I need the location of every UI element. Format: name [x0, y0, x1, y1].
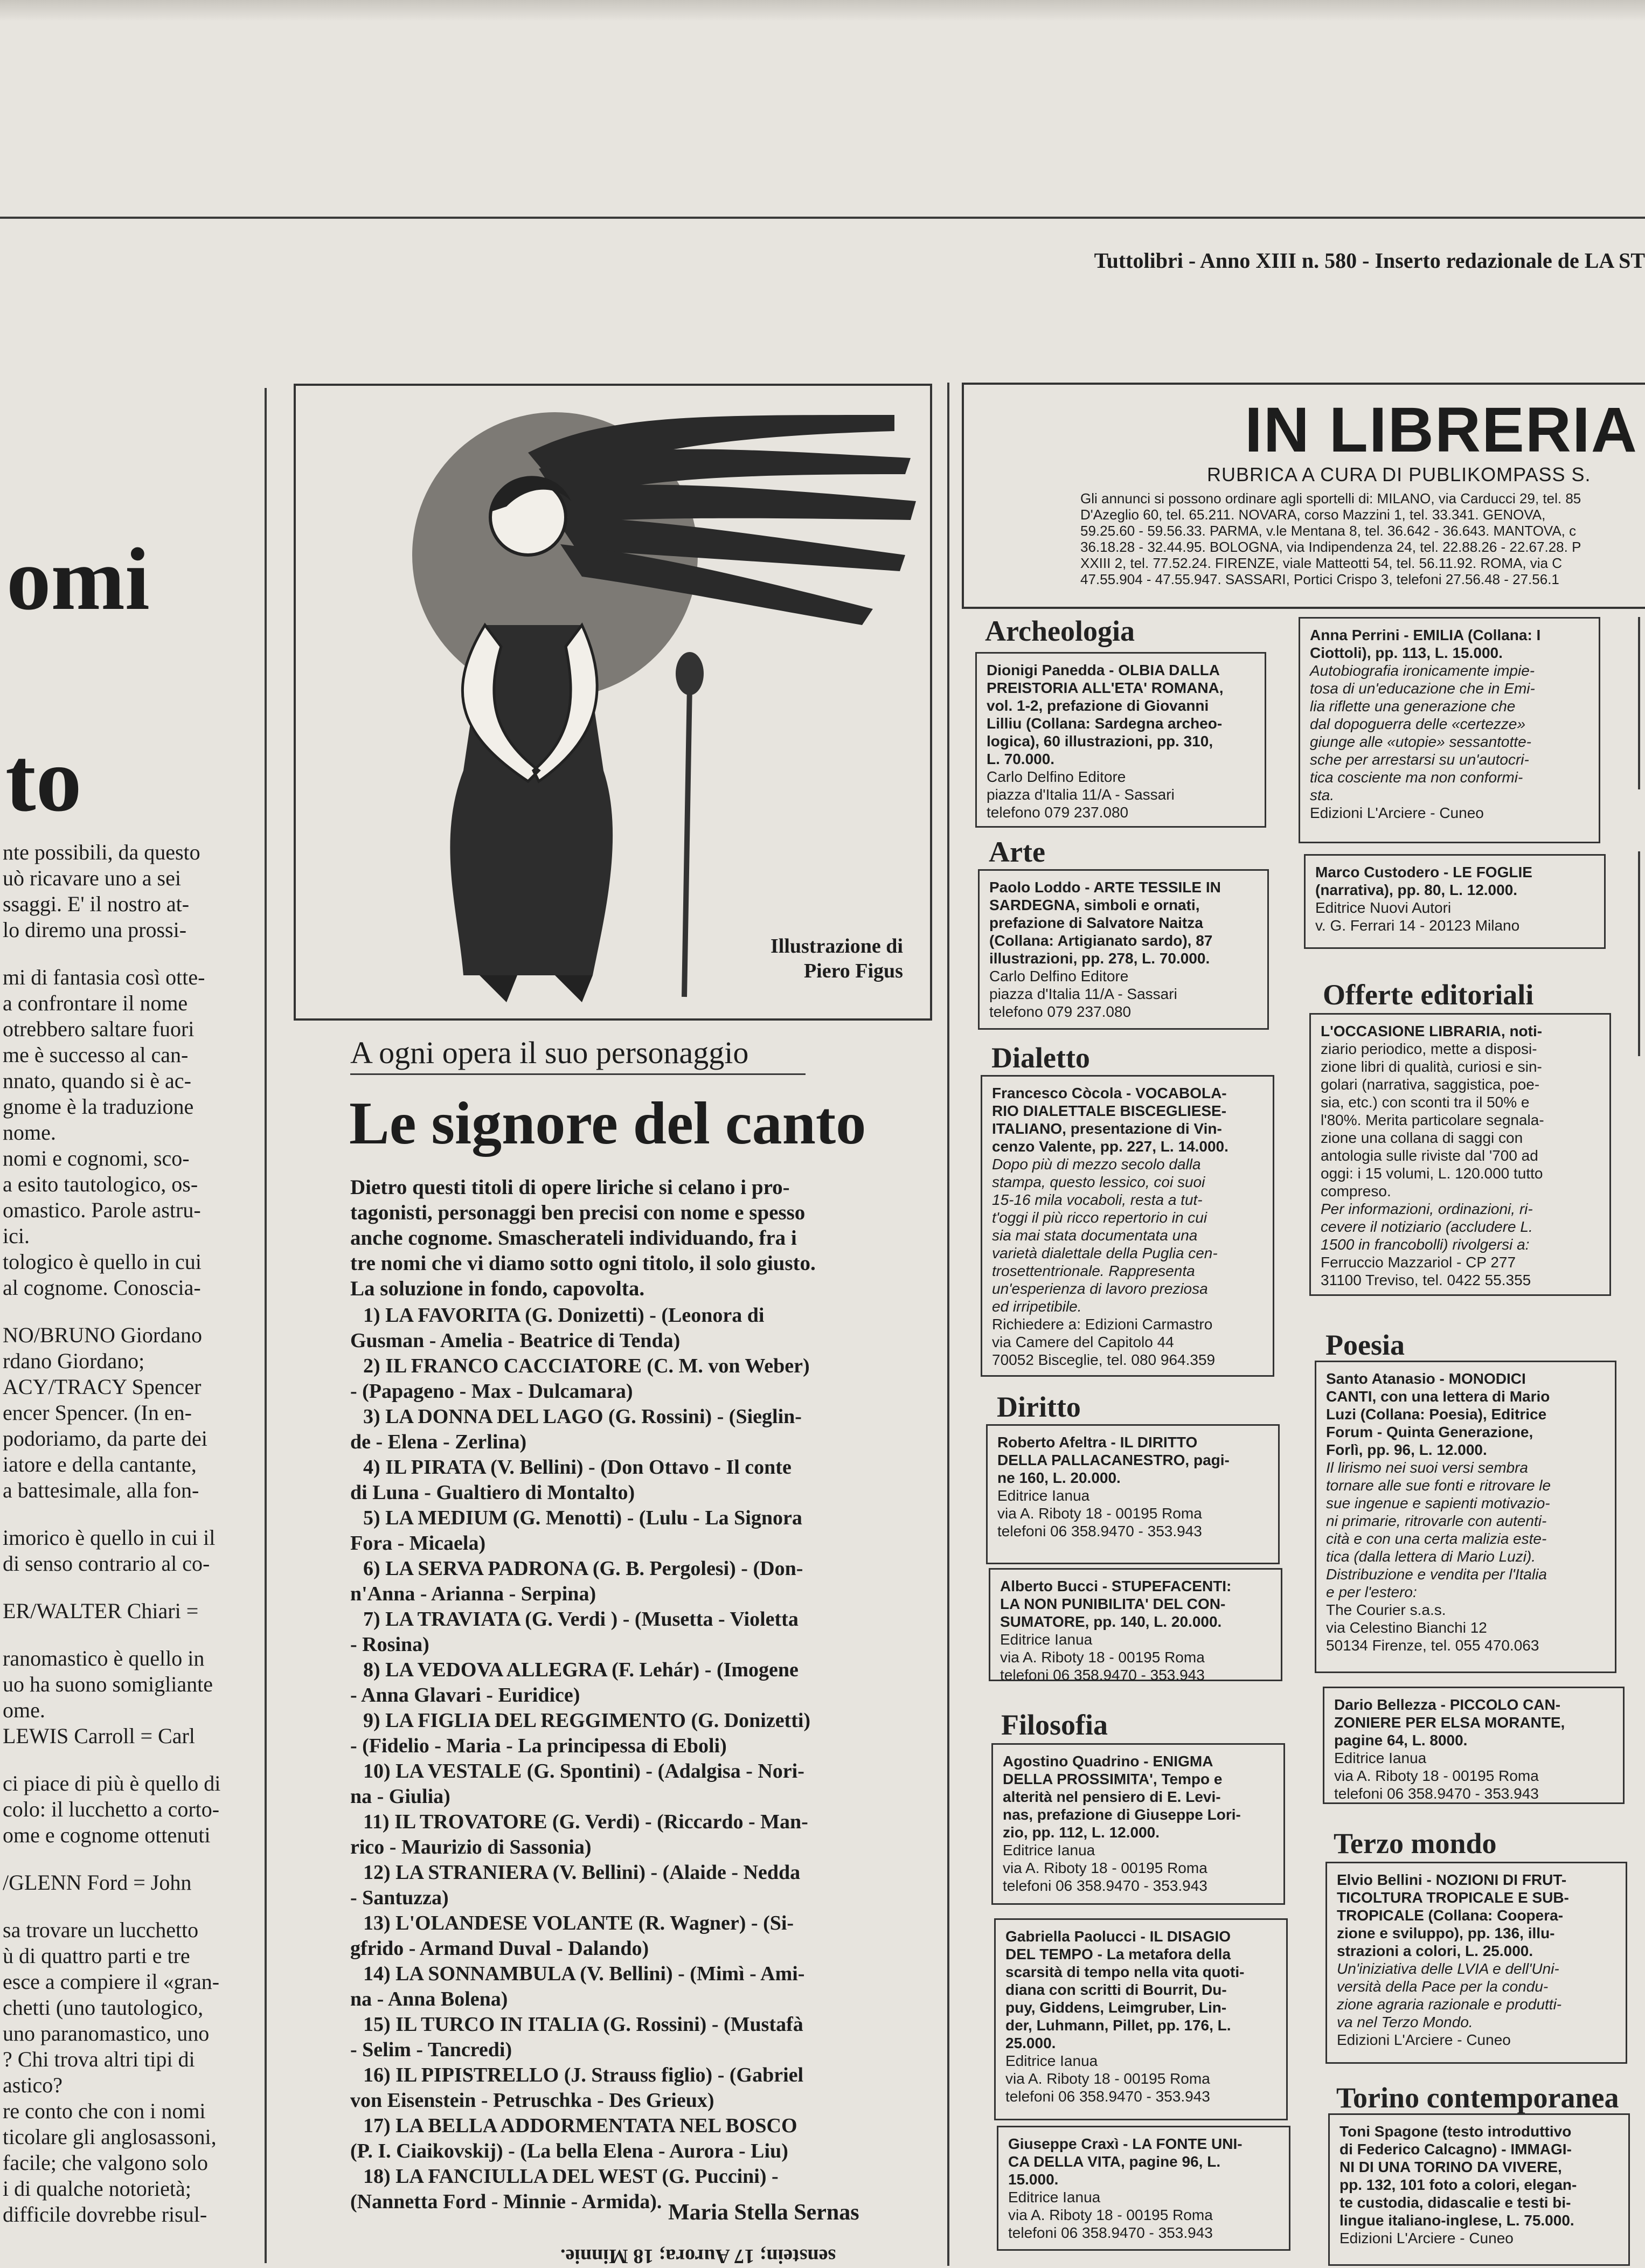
entry-title-line: Paolo Loddo - ARTE TESSILE IN: [989, 879, 1221, 896]
entry-body-line: sia, etc.) con sconti tra il 50% e: [1321, 1094, 1530, 1111]
article-kicker: A ogni opera il suo personaggio: [350, 1035, 749, 1070]
left-body-line: ranomastico è quello in: [3, 1646, 205, 1670]
entry-title-line: Ciottoli), pp. 113, L. 15.000.: [1310, 644, 1503, 661]
entry-body-line: oggi: i 15 volumi, L. 120.000 tutto: [1321, 1165, 1543, 1182]
opera-line: - (Fidelio - Maria - La principessa di Eboli): [350, 1735, 727, 1757]
opera-line: n'Anna - Arianna - Serpina): [350, 1583, 596, 1605]
intro-line: Dietro questi titoli di opere liriche si celano i pro-: [350, 1176, 790, 1199]
left-headline-1: omi: [6, 530, 150, 628]
category-diritto: Diritto: [997, 1391, 1081, 1423]
libreria-title: IN LIBRERIA: [1245, 394, 1638, 466]
entry-desc-line: sta.: [1310, 787, 1335, 803]
entry-body-line: via A. Riboty 18 - 00195 Roma: [1005, 2070, 1210, 2087]
entry-title-line: zio, pp. 112, L. 12.000.: [1003, 1824, 1160, 1841]
entry-body-line: Editrice Ianua: [1000, 1631, 1093, 1648]
entry-body-line: via A. Riboty 18 - 00195 Roma: [1008, 2207, 1213, 2223]
entry-desc-line: 1500 in francobolli) rivolgersi a:: [1321, 1236, 1530, 1253]
entry-title-line: Santo Atanasio - MONODICI: [1326, 1370, 1526, 1387]
entry-desc-line: sue ingenue e sapienti motivazio-: [1326, 1495, 1550, 1511]
category-offerte: Offerte editoriali: [1323, 979, 1534, 1011]
entry-title-line: RIO DIALETTALE BISCEGLIESE-: [992, 1102, 1227, 1119]
entry-body-line: Editrice Nuovi Autori: [1315, 899, 1452, 916]
entry-body-line: Editrice Ianua: [1334, 1750, 1427, 1766]
entry-title-line: Elvio Bellini - NOZIONI DI FRUT-: [1337, 1871, 1567, 1888]
entry-title-line: (narrativa), pp. 80, L. 12.000.: [1315, 882, 1518, 898]
entry-desc-line: sche per arrestarsi su un'autocri-: [1310, 751, 1529, 768]
entry-title-line: 15.000.: [1008, 2171, 1059, 2188]
left-body-line: di senso contrario al co-: [3, 1551, 210, 1576]
entry-title-line: zione e sviluppo), pp. 136, illu-: [1337, 1925, 1555, 1941]
entry-body-line: 50134 Firenze, tel. 055 470.063: [1326, 1637, 1539, 1654]
entry-body-line: Richiedere a: Edizioni Carmastro: [992, 1316, 1213, 1333]
category-archeologia: Archeologia: [985, 615, 1135, 647]
entry-desc-line: tica cosciente ma non conformi-: [1310, 769, 1523, 786]
entry-custodero: [1304, 854, 1606, 949]
entry-bellini: [1325, 1862, 1627, 2064]
left-headline-2: to: [5, 729, 82, 830]
entry-body-line: Edizioni L'Arciere - Cuneo: [1310, 804, 1484, 821]
entry-desc-line: e per l'estero:: [1326, 1584, 1417, 1600]
left-body-line: imorico è quello in cui il: [3, 1525, 216, 1550]
entry-panedda: [975, 652, 1266, 828]
entry-body-line: telefoni 06 358.9470 - 353.943: [997, 1523, 1202, 1539]
entry-body-line: telefoni 06 358.9470 - 353.943: [1008, 2224, 1213, 2241]
entry-title-line: vol. 1-2, prefazione di Giovanni: [987, 697, 1209, 714]
entry-title-line: Gabriella Paolucci - IL DISAGIO: [1005, 1928, 1231, 1945]
entry-title-line: pp. 132, 101 foto a colori, elegan-: [1339, 2176, 1577, 2193]
entry-title-line: lingue italiano-inglese, L. 75.000.: [1339, 2212, 1574, 2229]
entry-desc-line: Per informazioni, ordinazioni, ri-: [1321, 1201, 1533, 1217]
entry-body-line: golari (narrativa, saggistica, poe-: [1321, 1076, 1540, 1093]
entry-desc-line: 15-16 mila vocaboli, resta a tut-: [992, 1191, 1203, 1208]
left-body-line: ssaggi. E' il nostro at-: [3, 892, 190, 916]
left-body-line: [3, 1749, 256, 1771]
libreria-info: [1080, 490, 1581, 587]
category-arte: Arte: [989, 836, 1045, 868]
entry-title-line: TROPICALE (Collana: Coopera-: [1337, 1907, 1564, 1924]
opera-line: (P. I. Ciaikovskij) - (La bella Elena - Aurora - Liu): [350, 2140, 788, 2162]
left-body-line: facile; che valgono solo: [3, 2151, 208, 2175]
left-body-line: [3, 1577, 256, 1598]
entry-body-line: telefoni 06 358.9470 - 353.943: [1334, 1785, 1539, 1802]
entry-body-line: telefono 079 237.080: [989, 1003, 1132, 1020]
entry-body-line: telefoni 06 358.9470 - 353.943: [1003, 1877, 1207, 1894]
entry-desc-line: ed irripetibile.: [992, 1298, 1082, 1315]
entry-cocola: [981, 1075, 1274, 1377]
left-body-line: encer Spencer. (In en-: [3, 1400, 192, 1425]
entry-title-line: ITALIANO, presentazione di Vin-: [992, 1120, 1222, 1137]
opera-line: 8) LA VEDOVA ALLEGRA (F. Lehár) - (Imogene: [363, 1659, 799, 1681]
left-body-line: [3, 943, 256, 965]
left-body-line: uò ricavare uno a sei: [3, 866, 181, 890]
article-intro: [350, 1175, 916, 1301]
opera-line: 1) LA FAVORITA (G. Donizetti) - (Leonora di: [363, 1304, 765, 1327]
left-body-line: difficile dovrebbe risul-: [3, 2202, 207, 2227]
entry-desc-line: giunge alle «utopie» sessantotte-: [1310, 733, 1531, 750]
entry-title-line: di Federico Calcagno) - IMMAGI-: [1339, 2141, 1572, 2158]
entry-body-line: Carlo Delfino Editore: [987, 768, 1126, 785]
left-body-line: ici.: [3, 1224, 30, 1248]
left-body-line: [3, 1503, 256, 1525]
entry-desc-line: Il lirismo nei suoi versi sembra: [1326, 1459, 1528, 1476]
entry-title-line: strazioni a colori, L. 25.000.: [1337, 1943, 1533, 1959]
entry-title-line: L. 70.000.: [987, 751, 1055, 767]
opera-line: de - Elena - Zerlina): [350, 1431, 527, 1453]
entry-body-line: piazza d'Italia 11/A - Sassari: [987, 786, 1175, 803]
left-body-line: iatore e della cantante,: [3, 1452, 197, 1476]
entry-desc-line: Un'iniziativa delle LVIA e dell'Uni-: [1337, 1960, 1559, 1977]
left-body-line: ACY/TRACY Spencer: [3, 1375, 202, 1399]
entry-desc-line: tica (dalla lettera di Mario Luzi).: [1326, 1548, 1536, 1565]
opera-line: 2) IL FRANCO CACCIATORE (C. M. von Weber): [363, 1355, 810, 1377]
entry-afeltra: [986, 1424, 1280, 1564]
opera-line: na - Giulia): [350, 1785, 450, 1808]
entry-body-line: zione una collana di saggi con: [1321, 1129, 1523, 1146]
libreria-info-line: 59.25.60 - 59.56.33. PARMA, v.le Mentana 8, tel. 36.642 - 36.643. MANTOVA, c: [1080, 523, 1577, 539]
entry-title-line: Anna Perrini - EMILIA (Collana: I: [1310, 627, 1541, 643]
entry-body-line: via A. Riboty 18 - 00195 Roma: [997, 1505, 1202, 1522]
left-body-line: chetti (uno tautologico,: [3, 1995, 204, 2020]
entry-body-line: via Celestino Bianchi 12: [1326, 1619, 1487, 1636]
entry-body-line: Carlo Delfino Editore: [989, 968, 1129, 984]
opera-line: 9) LA FIGLIA DEL REGGIMENTO (G. Donizetti): [363, 1709, 811, 1732]
entry-desc-line: cevere il notiziario (accludere L.: [1321, 1218, 1533, 1235]
singer-shoes: [480, 975, 593, 1002]
entry-bellezza: [1323, 1687, 1625, 1804]
entry-body-line: antologia sulle riviste dal '700 ad: [1321, 1147, 1538, 1164]
entry-desc-line: stampa, questo lessico, coi suoi: [992, 1174, 1205, 1190]
entry-body-line: telefono 079 237.080: [987, 804, 1129, 821]
left-body-line: [3, 1301, 256, 1322]
entry-atanasio: [1315, 1361, 1616, 1673]
entry-title-line: SUMATORE, pp. 140, L. 20.000.: [1000, 1613, 1222, 1630]
entry-title-line: alterità nel pensiero di E. Levi-: [1003, 1788, 1221, 1805]
libreria-info-line: 47.55.904 - 47.55.947. SASSARI, Portici Crispo 3, telefoni 27.56.48 - 27.56.1: [1080, 571, 1559, 587]
entry-title-line: cenzo Valente, pp. 227, L. 14.000.: [992, 1138, 1228, 1155]
left-body-line: ù di quattro parti e tre: [3, 1944, 190, 1968]
entry-paolucci: [994, 1918, 1288, 2120]
entry-desc-line: zione agraria razionale e produtti-: [1337, 1996, 1562, 2013]
left-body-line: re conto che con i nomi: [3, 2099, 206, 2123]
opera-line: - Anna Glavari - Euridice): [350, 1684, 580, 1707]
intro-line: anche cognome. Smascherateli individuando, fra i: [350, 1226, 797, 1250]
left-body-line: colo: il lucchetto a corto-: [3, 1797, 220, 1821]
opera-line: von Eisenstein - Petruschka - Des Grieux): [350, 2089, 714, 2112]
left-body-line: nomi e cognomi, sco-: [3, 1146, 190, 1170]
entry-desc-line: t'oggi il più ricco repertorio in cui: [992, 1209, 1207, 1226]
left-body-line: [3, 1848, 256, 1870]
left-body-line: [3, 1896, 256, 1917]
entry-title-line: PREISTORIA ALL'ETA' ROMANA,: [987, 679, 1224, 696]
left-body-line: ome e cognome ottenuti: [3, 1823, 211, 1847]
entry-body-line: compreso.: [1321, 1183, 1391, 1199]
opera-line: 14) LA SONNAMBULA (V. Bellini) - (Mimì - Ami-: [363, 1962, 805, 1985]
left-column-rule: [265, 388, 267, 2263]
entry-desc-line: sia mai stata documentata una: [992, 1227, 1198, 1244]
left-body-line: [3, 1624, 256, 1646]
kicker-underline: [350, 1073, 806, 1075]
upside-down-solution: senstein; 17 Aurora; 18 Minnie.: [560, 2245, 836, 2267]
libreria-info-line: Gli annunci si possono ordinare agli sportelli di: MILANO, via Carducci 29, tel. 85: [1080, 490, 1581, 507]
left-body-line: mi di fantasia così otte-: [3, 965, 205, 989]
entry-title-line: CA DELLA VITA, pagine 96, L.: [1008, 2153, 1221, 2170]
article-title: Le signore del canto: [349, 1090, 866, 1157]
entry-body-line: l'80%. Merita particolare segnala-: [1321, 1112, 1544, 1128]
libreria-right-rule: [947, 383, 949, 2266]
opera-line: 6) LA SERVA PADRONA (G. B. Pergolesi) - (Don-: [363, 1557, 803, 1580]
category-torino: Torino contemporanea: [1336, 2082, 1619, 2114]
opera-line: 4) IL PIRATA (V. Bellini) - (Don Ottavo - Il conte: [363, 1456, 792, 1479]
entry-desc-line: trosettentrionale. Rappresenta: [992, 1263, 1195, 1279]
entry-body-line: via A. Riboty 18 - 00195 Roma: [1003, 1860, 1207, 1876]
opera-line: Fora - Micaela): [350, 1532, 486, 1555]
left-body-line: /GLENN Ford = John: [3, 1870, 192, 1895]
entry-title-line: der, Luhmann, Pillet, pp. 176, L.: [1005, 2017, 1231, 2034]
entry-title-line: CANTI, con una lettera di Mario: [1326, 1388, 1550, 1405]
opera-line: - Santuzza): [350, 1886, 449, 1909]
entry-body-line: ziario periodico, mette a disposi-: [1321, 1041, 1537, 1057]
entry-desc-line: un'esperienza di lavoro preziosa: [992, 1280, 1208, 1297]
entry-title-line: Alberto Bucci - STUPEFACENTI:: [1000, 1578, 1232, 1594]
left-body-line: nte possibili, da questo: [3, 840, 200, 864]
entry-loddo: [978, 869, 1269, 1030]
left-body-line: a esito tautologico, os-: [3, 1172, 198, 1196]
entry-desc-line: ni primarie, ritrovarle con autenti-: [1326, 1513, 1547, 1529]
left-body-line: a confrontare il nome: [3, 991, 188, 1015]
entry-desc-line: va nel Terzo Mondo.: [1337, 2014, 1473, 2030]
entry-title-line: Forum - Quinta Generazione,: [1326, 1424, 1533, 1440]
entry-body-line: telefoni 06 358.9470 - 353.943: [1005, 2088, 1210, 2105]
left-body-line: gnome è la traduzione: [3, 1094, 194, 1119]
entry-bucci: [989, 1568, 1282, 1681]
entry-body-line: 31100 Treviso, tel. 0422 55.355: [1321, 1272, 1531, 1288]
opera-line: rico - Maurizio di Sassonia): [350, 1836, 592, 1858]
entry-body-line: zione libri di qualità, curiosi e sin-: [1321, 1058, 1542, 1075]
opera-line: 16) IL PIPISTRELLO (J. Strauss figlio) - (Gabriel: [363, 2064, 804, 2086]
opera-line: - (Papageno - Max - Dulcamara): [350, 1380, 633, 1403]
paper-fold-top: [0, 0, 1645, 22]
left-body-line: me è successo al can-: [3, 1043, 189, 1067]
entry-title-line: Luzi (Collana: Poesia), Editrice: [1326, 1406, 1547, 1423]
left-body-line: nome.: [3, 1120, 56, 1145]
left-body-line: ome.: [3, 1698, 45, 1722]
entry-desc-line: dal dopoguerra delle «certezze»: [1310, 716, 1526, 732]
entry-desc-line: lia riflette una generazione che: [1310, 698, 1516, 715]
microphone-stand: [684, 684, 690, 997]
left-body-line: a battesimale, alla fon-: [3, 1478, 199, 1502]
entry-desc-line: versità della Pace per la condu-: [1337, 1978, 1549, 1995]
libreria-info-line: XXIII 2, tel. 77.52.24. FIRENZE, viale Matteotti 54, tel. 56.11.92. ROMA, via C: [1080, 555, 1563, 571]
opera-line: 12) LA STRANIERA (V. Bellini) - (Alaide - Nedda: [363, 1861, 801, 1884]
entry-title-line: Dario Bellezza - PICCOLO CAN-: [1334, 1696, 1561, 1713]
left-body-line: omastico. Parole astru-: [3, 1198, 201, 1222]
entry-title-line: puy, Giddens, Leimgruber, Lin-: [1005, 1999, 1227, 2016]
top-rule: [0, 217, 1645, 219]
entry-occasione: [1309, 1013, 1611, 1296]
entry-body-line: 70052 Bisceglie, tel. 080 964.359: [992, 1351, 1216, 1368]
left-body-line: podoriamo, da parte dei: [3, 1426, 207, 1451]
microphone: [676, 652, 704, 695]
entry-perrini: [1299, 617, 1600, 843]
entry-desc-line: Distribuzione e vendita per l'Italia: [1326, 1566, 1547, 1583]
entry-title-line: L'OCCASIONE LIBRARIA, noti-: [1321, 1023, 1543, 1039]
entry-title-line: DELLA PROSSIMITA', Tempo e: [1003, 1771, 1223, 1787]
entry-desc-line: varietà dialettale della Puglia cen-: [992, 1245, 1218, 1261]
entry-title-line: logica), 60 illustrazioni, pp. 310,: [987, 733, 1213, 750]
left-body-line: ci piace di più è quello di: [3, 1771, 221, 1795]
opera-line: 17) LA BELLA ADDORMENTATA NEL BOSCO: [363, 2114, 797, 2137]
entry-title-line: diana con scritti di Bourrit, Du-: [1005, 1981, 1227, 1998]
opera-line: gfrido - Armand Duval - Dalando): [350, 1937, 649, 1960]
entry-body-line: Editrice Ianua: [1008, 2189, 1101, 2205]
opera-line: na - Anna Bolena): [350, 1988, 508, 2010]
entry-title-line: scarsità di tempo nella vita quoti-: [1005, 1964, 1245, 1980]
category-dialetto: Dialetto: [991, 1042, 1090, 1074]
entry-title-line: DELLA PALLACANESTRO, pagi-: [997, 1452, 1230, 1468]
left-body-line: uno paranomastico, uno: [3, 2021, 210, 2045]
entry-title-line: TICOLTURA TROPICALE E SUB-: [1337, 1889, 1569, 1906]
left-body-line: astico?: [3, 2073, 63, 2097]
opera-line: - Rosina): [350, 1633, 429, 1656]
left-body-line: i di qualche notorietà;: [3, 2176, 191, 2201]
opera-line: 15) IL TURCO IN ITALIA (G. Rossini) - (Mustafà: [363, 2013, 803, 2036]
entry-body-line: Ferruccio Mazzariol - CP 277: [1321, 1254, 1516, 1271]
article-author: Maria Stella Sernas: [668, 2200, 859, 2225]
entry-body-line: telefoni 06 358.9470 - 353.943: [1000, 1667, 1205, 1683]
entry-desc-line: Autobiografia ironicamente impie-: [1310, 662, 1535, 679]
left-body-text: [3, 840, 256, 2228]
left-body-line: lo diremo una prossi-: [3, 918, 187, 942]
opera-list: [350, 1303, 916, 2215]
opera-line: Gusman - Amelia - Beatrice di Tenda): [350, 1329, 681, 1352]
left-body-line: al cognome. Conoscia-: [3, 1275, 201, 1300]
opera-line: 18) LA FANCIULLA DEL WEST (G. Puccini) -: [363, 2165, 779, 2188]
entry-title-line: NI DI UNA TORINO DA VIVERE,: [1339, 2159, 1562, 2175]
opera-line: 3) LA DONNA DEL LAGO (G. Rossini) - (Sieglin-: [363, 1405, 802, 1428]
entry-title-line: Marco Custodero - LE FOGLIE: [1315, 864, 1532, 880]
entry-title-line: prefazione di Salvatore Naitza: [989, 914, 1203, 931]
entry-spagnone: [1328, 2113, 1630, 2266]
opera-line: 7) LA TRAVIATA (G. Verdi ) - (Musetta - Violetta: [363, 1608, 799, 1631]
entry-body-line: Editrice Ianua: [1005, 2052, 1098, 2069]
opera-line: 11) IL TROVATORE (G. Verdi) - (Riccardo - Man-: [363, 1811, 808, 1833]
intro-line: tagonisti, personaggi ben precisi con nome e spesso: [350, 1201, 806, 1224]
entry-title-line: ne 160, L. 20.000.: [997, 1469, 1121, 1486]
entry-title-line: te custodia, didascalie e testi bi-: [1339, 2194, 1571, 2211]
entry-title-line: Toni Spagone (testo introduttivo: [1339, 2123, 1572, 2140]
left-body-line: esce a compiere il «gran-: [3, 1969, 220, 1994]
opera-line: (Nannetta Ford - Minnie - Armida).: [350, 2190, 662, 2213]
entry-craxi: [997, 2126, 1290, 2251]
libreria-info-line: D'Azeglio 60, tel. 65.211. NOVARA, corso Mazzini 1, tel. 33.341. GENOVA,: [1080, 507, 1546, 523]
entry-title-line: Forlì, pp. 96, L. 12.000.: [1326, 1441, 1487, 1458]
entry-title-line: Lilliu (Collana: Sardegna archeo-: [987, 715, 1223, 732]
left-body-line: nnato, quando si è ac-: [3, 1069, 191, 1093]
entry-desc-line: Dopo più di mezzo secolo dalla: [992, 1156, 1201, 1173]
entry-title-line: SARDEGNA, simboli e ornati,: [989, 897, 1200, 913]
left-body-line: ER/WALTER Chiari =: [3, 1599, 199, 1623]
right-edge-rule-1: [1638, 617, 1640, 789]
opera-line: - Selim - Tancredi): [350, 2038, 512, 2061]
entry-body-line: via A. Riboty 18 - 00195 Roma: [1334, 1767, 1539, 1784]
left-body-line: NO/BRUNO Giordano: [3, 1323, 202, 1347]
libreria-info-line: 36.18.28 - 32.44.95. BOLOGNA, via Indipendenza 24, tel. 22.88.26 - 22.67.28. P: [1080, 539, 1581, 555]
left-body-line: tologico è quello in cui: [3, 1250, 202, 1274]
left-body-line: ticolare gli anglosassoni,: [3, 2125, 217, 2149]
entry-title-line: LA NON PUNIBILITA' DEL CON-: [1000, 1596, 1226, 1612]
entry-title-line: ZONIERE PER ELSA MORANTE,: [1334, 1714, 1565, 1731]
entry-body-line: The Courier s.a.s.: [1326, 1601, 1446, 1618]
category-poesia: Poesia: [1325, 1329, 1405, 1361]
intro-line: tre nomi che vi diamo sotto ogni titolo, il solo giusto.: [350, 1252, 816, 1275]
left-body-line: LEWIS Carroll = Carl: [3, 1724, 195, 1748]
entry-body-line: Editrice Ianua: [1003, 1842, 1095, 1858]
right-edge-rule-2: [1638, 851, 1640, 1056]
illustration-caption: Illustrazione di Piero Figus: [771, 935, 903, 982]
entry-title-line: Francesco Còcola - VOCABOLA-: [992, 1085, 1227, 1101]
entry-body-line: via A. Riboty 18 - 00195 Roma: [1000, 1649, 1205, 1666]
left-column: [0, 377, 267, 2266]
intro-line: La soluzione in fondo, capovolta.: [350, 1277, 645, 1300]
entry-title-line: nas, prefazione di Giuseppe Lori-: [1003, 1806, 1241, 1823]
entry-body-line: Editrice Ianua: [997, 1487, 1090, 1504]
entry-title-line: (Collana: Artigianato sardo), 87: [989, 932, 1213, 949]
opera-line: 10) LA VESTALE (G. Spontini) - (Adalgisa - Nori-: [363, 1760, 804, 1783]
entry-body-line: Edizioni L'Arciere - Cuneo: [1337, 2031, 1511, 2048]
entry-title-line: Giuseppe Craxì - LA FONTE UNI-: [1008, 2135, 1243, 2152]
left-body-line: sa trovare un lucchetto: [3, 1918, 199, 1942]
entry-body-line: via Camere del Capitolo 44: [992, 1334, 1174, 1350]
left-body-line: otrebbero saltare fuori: [3, 1017, 195, 1041]
entry-title-line: Dionigi Panedda - OLBIA DALLA: [987, 662, 1220, 678]
entry-title-line: DEL TEMPO - La metafora della: [1005, 1946, 1231, 1962]
entry-body-line: Edizioni L'Arciere - Cuneo: [1339, 2230, 1514, 2246]
left-body-line: uo ha suono somigliante: [3, 1672, 213, 1696]
opera-line: di Luna - Gualtiero di Montalto): [350, 1481, 635, 1504]
opera-line: 13) L'OLANDESE VOLANTE (R. Wagner) - (Si-: [363, 1912, 794, 1934]
opera-line: 5) LA MEDIUM (G. Menotti) - (Lulu - La Signora: [363, 1507, 802, 1529]
libreria-subtitle: RUBRICA A CURA DI PUBLIKOMPASS S.: [1207, 463, 1591, 485]
entry-title-line: pagine 64, L. 8000.: [1334, 1732, 1468, 1749]
entry-body-line: piazza d'Italia 11/A - Sassari: [989, 986, 1177, 1002]
entry-desc-line: tosa di un'educazione che in Emi-: [1310, 680, 1535, 697]
entry-desc-line: cità e con una certa malizia este-: [1326, 1530, 1547, 1547]
masthead: Tuttolibri - Anno XIII n. 580 - Inserto redazionale de LA ST: [1094, 248, 1645, 273]
entry-body-line: v. G. Ferrari 14 - 20123 Milano: [1315, 917, 1520, 934]
entry-desc-line: tornare alle sue fonti e ritrovare le: [1326, 1477, 1551, 1494]
left-body-line: rdano Giordano;: [3, 1349, 145, 1373]
entry-title-line: 25.000.: [1005, 2035, 1056, 2051]
singer-illustration: [302, 393, 921, 1013]
category-terzo-mondo: Terzo mondo: [1334, 1827, 1497, 1860]
entry-title-line: Roberto Afeltra - IL DIRITTO: [997, 1434, 1198, 1451]
entry-title-line: Agostino Quadrino - ENIGMA: [1003, 1753, 1213, 1770]
category-filosofia: Filosofia: [1001, 1709, 1108, 1741]
left-body-line: ? Chi trova altri tipi di: [3, 2047, 195, 2071]
entry-title-line: illustrazioni, pp. 278, L. 70.000.: [989, 950, 1210, 967]
entry-quadrino: [991, 1743, 1285, 1905]
